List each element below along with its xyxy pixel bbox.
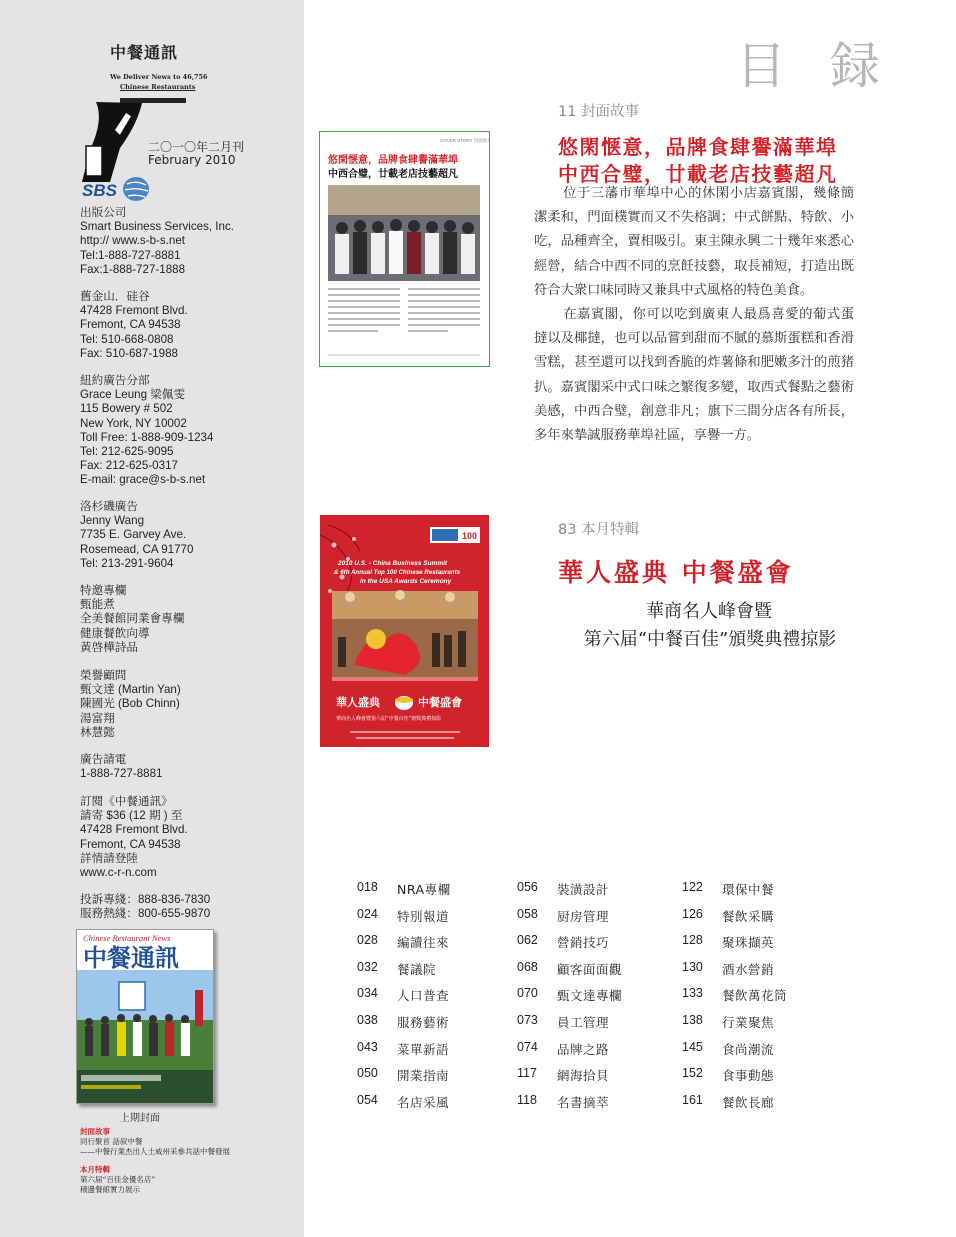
toc-section-name: 服務藝術 [397,1015,450,1030]
info-line: 請寄 $36 (12 期 ) 至 [80,809,183,823]
toc-page-number: 145 [682,1039,703,1054]
cover-story-thumbnail[interactable] [319,131,490,367]
office-line: 7735 E. Garvey Ave. [80,528,187,542]
toc-section-name: 環保中餐 [722,882,775,897]
toc-page-number: 043 [357,1039,378,1054]
toc-item[interactable] [682,960,774,978]
toc-page-number: 128 [682,933,703,948]
masthead-tagline-2: Chinese Restaurants [120,83,196,91]
toc-item[interactable] [517,880,609,898]
feature-page: 83 [558,522,577,538]
toc-section-name: 餐飲采購 [722,908,775,924]
info-line: 特邀專欄 [80,584,127,597]
toc-page-number: 050 [357,1066,378,1081]
previous-cover-story-title: 同行聚首 話叙中餐 [80,1137,143,1146]
toc-page-number: 056 [517,880,538,894]
previous-cover-label: 上期封面 [120,1113,160,1124]
toc-item[interactable] [517,1013,609,1031]
cover-story-title-2[interactable]: 中西合璧，廿載老店技藝超凡 [558,162,838,186]
toc-page-number: 133 [682,986,703,1001]
feature-thumb-en-1: 2010 U.S. - China Business Summit [338,560,448,567]
previous-cover-masthead-en: Chinese Restaurant News [83,933,171,943]
toc-section-name: 行業聚焦 [722,1015,775,1030]
toc-section-name: 食事動態 [722,1068,775,1084]
office-line: 舊金山．硅谷 [80,290,150,303]
info-line: Fremont, CA 94538 [80,837,181,851]
info-line: 詳情請登陸 [80,851,138,865]
toc-item[interactable] [517,986,622,1004]
feature-thumb-badge: 100 [462,531,478,541]
toc-section-name: 菜單新語 [397,1041,450,1057]
toc-item[interactable] [357,1013,449,1031]
info-line: 榮譽顧問 [80,669,127,682]
toc-page-number: 122 [682,880,703,894]
office-sf [80,290,188,361]
previous-feature-title: 第六届“百佳金優名店” [80,1175,156,1184]
toc-item[interactable] [517,1093,609,1111]
toc-section-name: 名書摘萃 [557,1094,610,1110]
office-la [80,500,193,571]
feature-section [558,518,639,539]
toc-page-number: 032 [357,959,378,974]
feature-title[interactable]: 華人盛典 中餐盛會 [558,558,794,587]
cover-story-thumbnail-art [320,132,489,366]
subscription-website-link[interactable]: www.c-r-n.com [80,866,157,880]
office-line: Tel: 510-668-0808 [80,332,174,346]
advertising-contact [80,753,163,781]
toc-heading: 目 録 [736,37,894,95]
toc-section-name: 開業指南 [397,1068,450,1084]
masthead-tagline: We Deliver News to 46,756 [110,73,208,81]
feature-thumb-cn-2: 中餐盛會 [418,696,462,709]
toc-item[interactable] [682,907,774,925]
toc-section-name: 員工管理 [557,1015,610,1030]
toc-page-number: 054 [357,1092,378,1107]
info-line: 廣告請電 [80,753,127,766]
issue-date-cn: 二〇一〇年二月刊 [148,140,245,154]
toc-item[interactable] [682,880,774,898]
toc-section-name: 餐飲萬花筒 [722,988,788,1004]
previous-cover-image[interactable] [76,929,214,1104]
cover-story-paragraph: 位于三藩市華埠中心的休閑小店嘉賓閣，幾條簡潔柔和，門面樸實而又不失格調；中式餅點、特飲、小吃，品種齊全，賣相吸引。東主陳永興二十幾年來悉心經營，結合中西不同的烹飪技藝，取長補短，打造出既符合大衆口味同時又兼具中式風格的特色美食。 [534,186,854,298]
toc-page-number: 018 [357,880,378,894]
masthead-sidebar [0,0,304,1237]
office-line: New York, NY 10002 [80,416,187,430]
info-line: 陳國光 (Bob Chinn) [80,697,180,711]
feature-thumb-cn-1: 華人盛典 [336,696,380,709]
toc-section-name: 人口普查 [397,988,450,1004]
toc-item[interactable] [517,960,622,978]
info-line: 訂閱《中餐通訊》 [80,795,173,808]
toc-item[interactable] [357,933,449,951]
toc-section-name: 營銷技巧 [557,935,610,951]
info-line: 全美餐館同業會專欄 [80,612,185,626]
hotlines [80,893,210,921]
feature-thumbnail[interactable] [320,515,489,747]
publisher-website-link[interactable]: http:// www.s-b-s.net [80,234,186,248]
previous-cover-story-label: 封面故事 [80,1127,110,1136]
info-line: 服務熱綫：800-655-9870 [80,907,211,921]
toc-section-name: 顧客面面觀 [557,961,623,977]
previous-cover-art [77,930,213,1103]
toc-page-number: 130 [682,959,703,974]
toc-item[interactable] [517,1066,609,1084]
toc-page-number: 161 [682,1092,703,1107]
info-line: 湯富翔 [80,711,115,725]
office-line: Grace Leung 梁佩雯 [80,388,186,402]
feature-section-label: 本月特輯 [581,522,640,538]
toc-item[interactable] [682,1093,774,1111]
toc-item[interactable] [357,880,451,898]
publisher-line: Tel:1-888-727-8881 [80,248,181,262]
toc-item[interactable] [682,1040,774,1058]
guest-columns [80,584,184,655]
thumb-section-label: COVER STORY 封面故事 [440,138,489,143]
toc-item[interactable] [357,986,449,1004]
info-line: 健康餐飲向導 [80,626,150,640]
toc-page-number: 118 [517,1092,537,1107]
toc-item[interactable] [517,907,609,925]
toc-section-name: 裝潢設計 [557,882,610,897]
toc-page-number: 058 [517,906,538,921]
info-line: 甄能煮 [80,598,115,612]
office-line: Fremont, CA 94538 [80,318,181,332]
toc-page-number: 068 [517,959,538,974]
toc-section-name: 名店采風 [397,1094,450,1110]
toc-section-name: 特別報道 [397,908,450,924]
honorary-advisors [80,669,181,740]
info-line: 甄文達 (Martin Yan) [80,683,181,697]
publisher-line: Smart Business Services, Inc. [80,220,234,234]
toc-section-name: 酒水營銷 [722,961,775,977]
toc-section-name: 網海拾貝 [557,1068,610,1084]
toc-page-number: 034 [357,986,378,1001]
previous-cover-masthead-cn: 中餐通訊 [83,943,179,972]
feature-subtitle-1: 華商名人峰會暨 [646,601,772,622]
toc-section-name: 餐議院 [397,961,437,977]
office-line: Fax: 212-625-0317 [80,459,178,473]
toc-item[interactable] [517,933,609,951]
publisher-info [80,206,234,277]
toc-item[interactable] [682,986,787,1004]
feature-thumbnail-art [320,515,489,747]
info-line: 黃啓樺詩品 [80,640,138,654]
feature-thumb-en-2: & 6th Annual Top 100 Chinese Restaurants [334,569,461,576]
info-line: 1-888-727-8881 [80,767,163,781]
toc-item[interactable] [517,1040,609,1058]
office-email-link[interactable]: E-mail: grace@s-b-s.net [80,473,206,487]
toc-page-number: 024 [357,906,378,921]
previous-feature-subtitle: 積邊餐館實力展示 [80,1185,140,1194]
toc-item[interactable] [357,960,436,978]
office-line: Toll Free: 1-888-909-1234 [80,430,214,444]
cover-story-section-label: 封面故事 [581,104,640,120]
cover-story-title-1[interactable]: 悠閑惬意，品牌食肆譽滿華埠 [558,135,838,159]
publisher-line: Fax:1-888-727-1888 [80,262,186,276]
toc-page-number: 028 [357,933,378,948]
previous-cover-story-subtitle: ——中餐行業杰出人士威州采參共話中餐發展 [80,1147,230,1156]
sbs-logo-text: SBS [82,181,117,200]
info-line: 林慧懿 [80,725,115,739]
toc-page-number: 074 [517,1039,538,1054]
toc-page-number: 152 [682,1066,703,1081]
cover-story-paragraph: 在嘉賓閣，你可以吃到廣東人最爲喜愛的葡式蛋撻以及椰撻，也可以品嘗到甜而不膩的慕斯蛋糕和香滑雪糕，甚至還可以找到香脆的炸薯條和肥嫩多汁的煎猪扒。嘉賓閣采中式口味之繁復多變，取西式餐點之藝術美感，中西合璧，創意非凡；旗下三間分店各有所長，多年來摯誠服務華埠社區，享譽一方。 [534,307,854,444]
toc-item[interactable] [357,907,449,925]
previous-feature-label: 本月特輯 [80,1165,110,1174]
toc-section-name: 聚珠擷英 [722,935,775,951]
previous-issue-notes [80,1127,230,1195]
toc-section-name: 食尚潮流 [722,1041,775,1057]
office-line: Rosemead, CA 91770 [80,542,194,556]
office-line: 47428 Fremont Blvd. [80,304,188,318]
toc-section-name: 甄文達專欄 [557,988,623,1004]
office-line: Tel: 213-291-9604 [80,556,174,570]
thumb-title-2: 中西合璧，廿載老店技藝超凡 [328,169,458,180]
toc-page-number: 073 [517,1013,538,1027]
office-line: 紐約廣告分部 [80,374,150,387]
toc-page-number: 038 [357,1013,378,1027]
toc-item[interactable] [682,1066,774,1084]
toc-section-name: 厨房管理 [557,908,610,924]
issue-date-en: February 2010 [148,153,236,167]
toc-page-number: 138 [682,1013,703,1027]
cover-story-summary [534,182,854,448]
toc-page-number: 126 [682,906,703,921]
toc-page-number: 070 [517,986,538,1001]
toc-item[interactable] [357,1066,449,1084]
toc-section-name: 編讀往來 [397,935,450,951]
publisher-line: 出版公司 [80,206,127,219]
info-line: 47428 Fremont Blvd. [80,823,188,837]
toc-item[interactable] [357,1040,449,1058]
waiter-serving-icon [80,90,190,182]
feature-thumb-subtitle: 華商名人峰會暨第六届“中餐百佳”頒獎典禮掠影 [336,716,442,722]
toc-item[interactable] [682,933,774,951]
toc-section-name: NRA專欄 [397,882,451,897]
cover-story-section [558,100,639,121]
office-ny [80,374,213,488]
office-line: Jenny Wang [80,514,145,528]
office-line: Fax: 510-687-1988 [80,346,178,360]
cover-story-page: 11 [558,104,577,120]
subscription-info [80,795,188,880]
info-line: 投訴專綫：888-836-7830 [80,893,211,906]
toc-page-number: 117 [517,1066,537,1081]
toc-page-number: 062 [517,933,538,948]
office-line: 115 Bowery # 502 [80,402,173,416]
toc-item[interactable] [357,1093,449,1111]
feature-thumb-en-3: in the USA Awards Ceremony [360,578,452,585]
toc-section-name: 品牌之路 [557,1041,610,1057]
feature-subtitle-2: 第六届“中餐百佳”頒獎典禮掠影 [583,629,837,650]
thumb-title-1: 悠閑惬意，品牌食肆譽滿華埠 [328,155,458,166]
office-line: Tel: 212-625-9095 [80,445,174,459]
toc-section-name: 餐飲長廊 [722,1094,775,1110]
toc-item[interactable] [682,1013,774,1031]
masthead-title: 中餐通訊 [110,43,179,62]
sbs-logo-icon [80,176,152,202]
office-line: 洛杉磯廣告 [80,500,138,513]
